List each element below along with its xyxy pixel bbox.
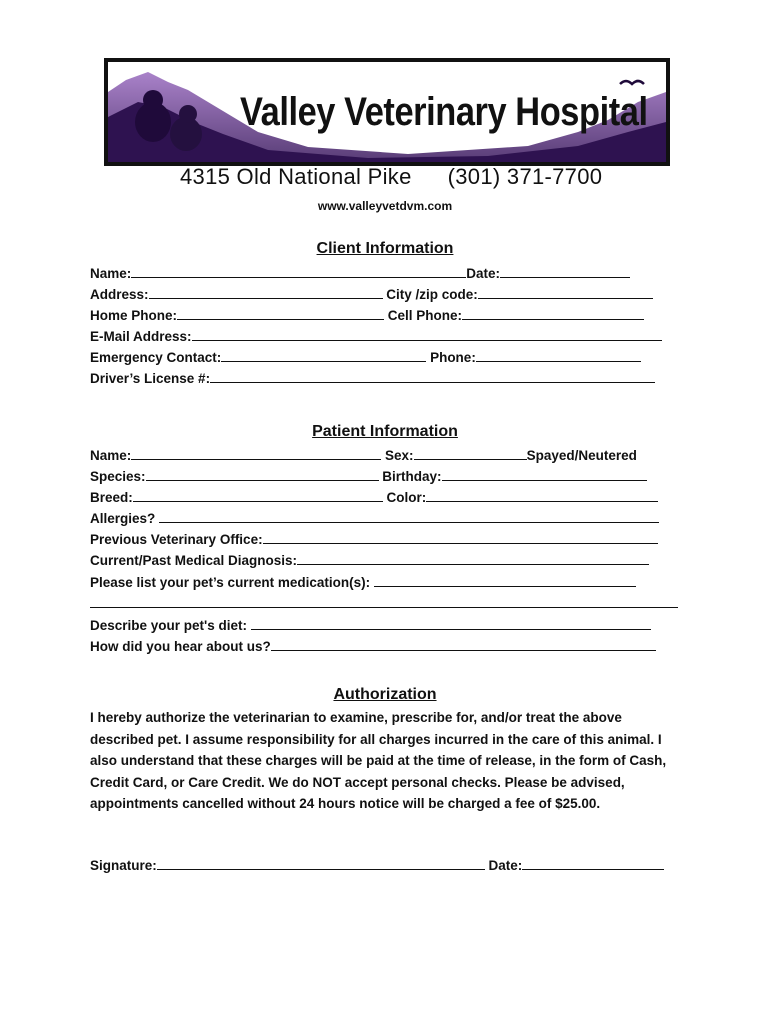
- signature-date-label: Date:: [488, 858, 523, 873]
- referral-label: How did you hear about us?: [90, 639, 271, 654]
- medication-label: Please list your pet’s current medication(s):: [90, 575, 371, 590]
- signature-row: [90, 857, 664, 874]
- emergency-phone-label: Phone:: [430, 350, 476, 365]
- medication-continued-field[interactable]: [90, 595, 678, 608]
- client-name-field[interactable]: [131, 265, 466, 278]
- hospital-name: Valley Veterinary Hospital: [240, 90, 648, 134]
- medication-field[interactable]: [374, 574, 636, 587]
- patient-name-label: Name:: [90, 448, 132, 463]
- allergies-field[interactable]: [159, 510, 659, 523]
- home-phone-label: Home Phone:: [90, 308, 178, 323]
- city-zip-field[interactable]: [478, 286, 653, 299]
- cell-phone-field[interactable]: [462, 307, 644, 320]
- patient-name-row: [90, 447, 637, 464]
- client-date-label: Date:: [466, 266, 501, 281]
- address-field[interactable]: [149, 286, 383, 299]
- emergency-contact-field[interactable]: [221, 349, 426, 362]
- emergency-contact-label: Emergency Contact:: [90, 350, 222, 365]
- color-label: Color:: [386, 490, 427, 505]
- signature-label: Signature:: [90, 858, 157, 873]
- diet-field[interactable]: [251, 617, 651, 630]
- breed-label: Breed:: [90, 490, 133, 505]
- street-address: 4315 Old National Pike: [180, 164, 412, 189]
- medication-row: [90, 574, 636, 591]
- breed-field[interactable]: [133, 489, 383, 502]
- diagnosis-field[interactable]: [297, 552, 649, 565]
- address-label: Address:: [90, 287, 149, 302]
- diet-label: Describe your pet's diet:: [90, 618, 248, 633]
- previous-office-label: Previous Veterinary Office:: [90, 532, 263, 547]
- authorization-heading: Authorization: [333, 686, 437, 703]
- client-email-row: [90, 328, 662, 345]
- species-label: Species:: [90, 469, 146, 484]
- patient-information-heading: Patient Information: [312, 423, 458, 440]
- drivers-license-field[interactable]: [210, 370, 655, 383]
- signature-field[interactable]: [157, 857, 485, 870]
- medication-continued-row: [90, 595, 678, 612]
- city-zip-label: City /zip code:: [386, 287, 478, 302]
- website-link[interactable]: www.valleyvetdvm.com: [317, 199, 453, 213]
- hospital-phone: (301) 371-7700: [447, 164, 603, 189]
- diagnosis-row: [90, 552, 649, 569]
- referral-field[interactable]: [271, 638, 656, 651]
- home-phone-field[interactable]: [177, 307, 384, 320]
- species-row: [90, 468, 647, 485]
- referral-row: [90, 638, 656, 655]
- patient-name-field[interactable]: [131, 447, 381, 460]
- hospital-address-line: [180, 164, 602, 190]
- drivers-license-row: [90, 370, 655, 387]
- client-date-field[interactable]: [500, 265, 630, 278]
- birthday-field[interactable]: [442, 468, 647, 481]
- sex-label: Sex:: [385, 448, 414, 463]
- client-name-row: [90, 265, 630, 282]
- breed-row: [90, 489, 658, 506]
- diagnosis-label: Current/Past Medical Diagnosis:: [90, 553, 298, 568]
- client-address-row: [90, 286, 653, 303]
- spayed-neutered-label: Spayed/Neutered: [526, 448, 637, 463]
- cell-phone-label: Cell Phone:: [387, 308, 463, 323]
- birthday-label: Birthday:: [382, 469, 442, 484]
- allergies-row: [90, 510, 659, 527]
- emergency-contact-row: [90, 349, 641, 366]
- previous-office-field[interactable]: [263, 531, 658, 544]
- email-field[interactable]: [192, 328, 662, 341]
- sex-field[interactable]: [414, 447, 527, 460]
- diet-row: [90, 617, 651, 634]
- client-information-heading: Client Information: [316, 240, 454, 257]
- previous-office-row: [90, 531, 658, 548]
- drivers-license-label: Driver’s License #:: [90, 371, 211, 386]
- color-field[interactable]: [426, 489, 658, 502]
- email-label: E-Mail Address:: [90, 329, 192, 344]
- hospital-logo-banner: [104, 58, 670, 166]
- signature-date-field[interactable]: [522, 857, 664, 870]
- client-phone-row: [90, 307, 644, 324]
- species-field[interactable]: [146, 468, 379, 481]
- allergies-label: Allergies?: [90, 511, 156, 526]
- authorization-text: I hereby authorize the veterinarian to examine, prescribe for, and/or treat the above described pet. I assume responsibility for all charges incurred in the care of this animal. I also understand that these charges will be paid at the time of release, in the form of Cash, Credit Card, or Care Credit. We do NOT accept personal checks. Please be advised, appointments cancelled without 24 hours notice will be charged a fee of $25.00.: [90, 710, 667, 811]
- client-name-label: Name:: [90, 266, 132, 281]
- emergency-phone-field[interactable]: [476, 349, 641, 362]
